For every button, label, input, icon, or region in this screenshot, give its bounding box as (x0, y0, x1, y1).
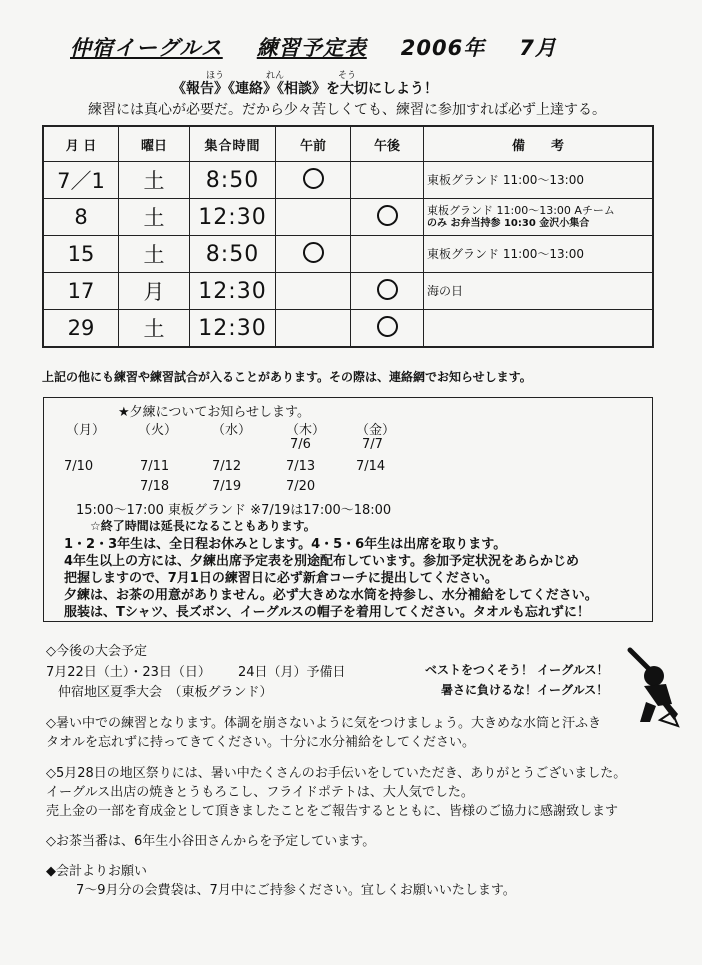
date-cell: 7/19 (212, 479, 242, 494)
day-fri: （金） (356, 423, 396, 438)
row-date: 8 (43, 199, 119, 236)
row-pm (351, 310, 424, 348)
baseball-batter-icon (622, 646, 682, 728)
ruby-ren: れん (266, 71, 285, 81)
tournament-heading: ◇今後の大会予定 (46, 644, 147, 659)
row-pm (351, 162, 424, 199)
col-dow: 曜日 (119, 126, 190, 162)
day-thu: （木） (286, 423, 326, 438)
date-cell: 7/12 (212, 459, 242, 474)
tournament-dates: 7月22日（土）・23日（日） (46, 665, 211, 680)
heat-notice: ◇暑い中での練習となります。体調を崩さないように気をつけましょう。大きめな水筒と汗ふき (46, 716, 601, 731)
page-title (70, 32, 591, 62)
row-am (276, 199, 351, 236)
evening-time: 15:00～17:00 東板グランド ※7/19は17:00～18:00 (76, 503, 392, 518)
row-pm (351, 199, 424, 236)
date-cell: 7/18 (140, 479, 170, 494)
row-am (276, 236, 351, 273)
day-wed: （水） (212, 423, 252, 438)
tournament-reserve: 24日（月）予備日 (238, 665, 346, 680)
row-am (276, 310, 351, 348)
evening-extend: ☆終了時間は延長になることもあります。 (90, 519, 316, 533)
row-dow: 土 (119, 199, 190, 236)
ruby-hou: ほう (206, 71, 225, 81)
row-dow: 土 (119, 310, 190, 348)
row-note: 東板グランド 11:00～13:00 (424, 236, 654, 273)
festival-notice-3: 売上金の一部を育成金として頂きましたことをご報告するとともに、皆様のご協力に感謝致します (46, 804, 619, 819)
row-pm (351, 273, 424, 310)
accounting-notice: 7～9月分の会費袋は、7月中にご持参ください。宜しくお願いいたします。 (76, 883, 516, 898)
sub-motto: 練習には真心が必要だ。だから少々苦しくても、練習に参加すれば必ず上達する。 (88, 102, 606, 118)
row-time: 8:50 (190, 162, 276, 199)
title-year: 2006年 (400, 36, 486, 60)
row-date: 17 (43, 273, 119, 310)
circle-mark-icon (377, 316, 398, 337)
heat-notice-2: タオルを忘れずに持ってきてください。十分に水分補給をしてください。 (46, 735, 476, 750)
row-note (424, 310, 654, 348)
ruby-sou: そう (338, 71, 357, 81)
date-cell: 7/14 (356, 459, 386, 474)
row-time: 12:30 (190, 273, 276, 310)
tea-notice: ◇お茶当番は、6年生小谷田さんからを予定しています。 (46, 834, 376, 849)
evening-heading: ★夕練についてお知らせします。 (118, 405, 310, 420)
doc-title: 練習予定表 (256, 36, 367, 60)
evening-line: 服装は、Tシャツ、長ズボン、イーグルスの帽子を着用してください。タオルも忘れずに！ (64, 605, 590, 620)
row-date: 15 (43, 236, 119, 273)
row-time: 8:50 (190, 236, 276, 273)
col-date: 月 日 (43, 126, 119, 162)
row-dow: 土 (119, 162, 190, 199)
row-note: 海の日 (424, 273, 654, 310)
accounting-heading: ◆会計よりお願い (46, 864, 147, 879)
title-month: 7月 (519, 36, 557, 60)
table-header-row (43, 126, 653, 162)
row-note: 東板グランド 11:00～13:00 Aチーム のみ お弁当持参 10:30 金沢小集合 (424, 199, 654, 236)
day-tue: （火） (138, 423, 178, 438)
cheer-2: 暑さに負けるな！イーグルス！ (441, 683, 609, 697)
date-cell: 7/6 (290, 437, 311, 452)
table-row (43, 199, 653, 236)
evening-line: 4年生以上の方には、夕練出席予定表を別途配布しています。参加予定状況をあらかじめ (64, 554, 580, 569)
table-row (43, 310, 653, 348)
date-cell: 7/7 (362, 437, 383, 452)
date-cell: 7/10 (64, 459, 94, 474)
row-am (276, 162, 351, 199)
date-cell: 7/11 (140, 459, 170, 474)
row-note: 東板グランド 11:00～13:00 (424, 162, 654, 199)
festival-notice: ◇5月28日の地区祭りには、暑い中たくさんのお手伝いをしていただき、ありがとうございました。 (46, 766, 627, 781)
row-pm (351, 236, 424, 273)
evening-line: 夕練は、お茶の用意がありません。必ず大きめな水筒を持参し、水分補給をしてください。 (64, 588, 598, 603)
tournament-name: 仲宿地区夏季大会 （東板グランド） (58, 685, 273, 700)
after-table-note: 上記の他にも練習や練習試合が入ることがあります。その際は、連絡網でお知らせします。 (42, 370, 532, 384)
day-mon: （月） (66, 423, 106, 438)
table-row (43, 236, 653, 273)
evening-line: 把握しますので、7月1日の練習日に必ず新倉コーチに提出してください。 (64, 571, 498, 586)
cheer-1: ベストをつくそう！ イーグルス！ (425, 663, 609, 677)
row-date: 29 (43, 310, 119, 348)
row-dow: 月 (119, 273, 190, 310)
col-notes: 備 考 (424, 126, 654, 162)
table-row (43, 273, 653, 310)
col-am: 午前 (276, 126, 351, 162)
circle-mark-icon (303, 168, 324, 189)
date-cell: 7/20 (286, 479, 316, 494)
team-name: 仲宿イーグルス (70, 36, 223, 60)
row-time: 12:30 (190, 199, 276, 236)
col-time: 集合時間 (190, 126, 276, 162)
table-row (43, 162, 653, 199)
schedule-table (42, 125, 654, 348)
row-dow: 土 (119, 236, 190, 273)
festival-notice-2: イーグルス出店の焼きとうもろこし、フライドポテトは、大人気でした。 (46, 785, 474, 800)
motto: 《報告》《連絡》《相談》を大切にしよう！ (172, 81, 438, 97)
circle-mark-icon (377, 279, 398, 300)
row-am (276, 273, 351, 310)
date-cell: 7/13 (286, 459, 316, 474)
row-date: 7／1 (43, 162, 119, 199)
circle-mark-icon (303, 242, 324, 263)
evening-line: 1・2・3年生は、全日程お休みとします。4・5・6年生は出席を取ります。 (64, 537, 507, 552)
col-pm: 午後 (351, 126, 424, 162)
circle-mark-icon (377, 205, 398, 226)
row-time: 12:30 (190, 310, 276, 348)
